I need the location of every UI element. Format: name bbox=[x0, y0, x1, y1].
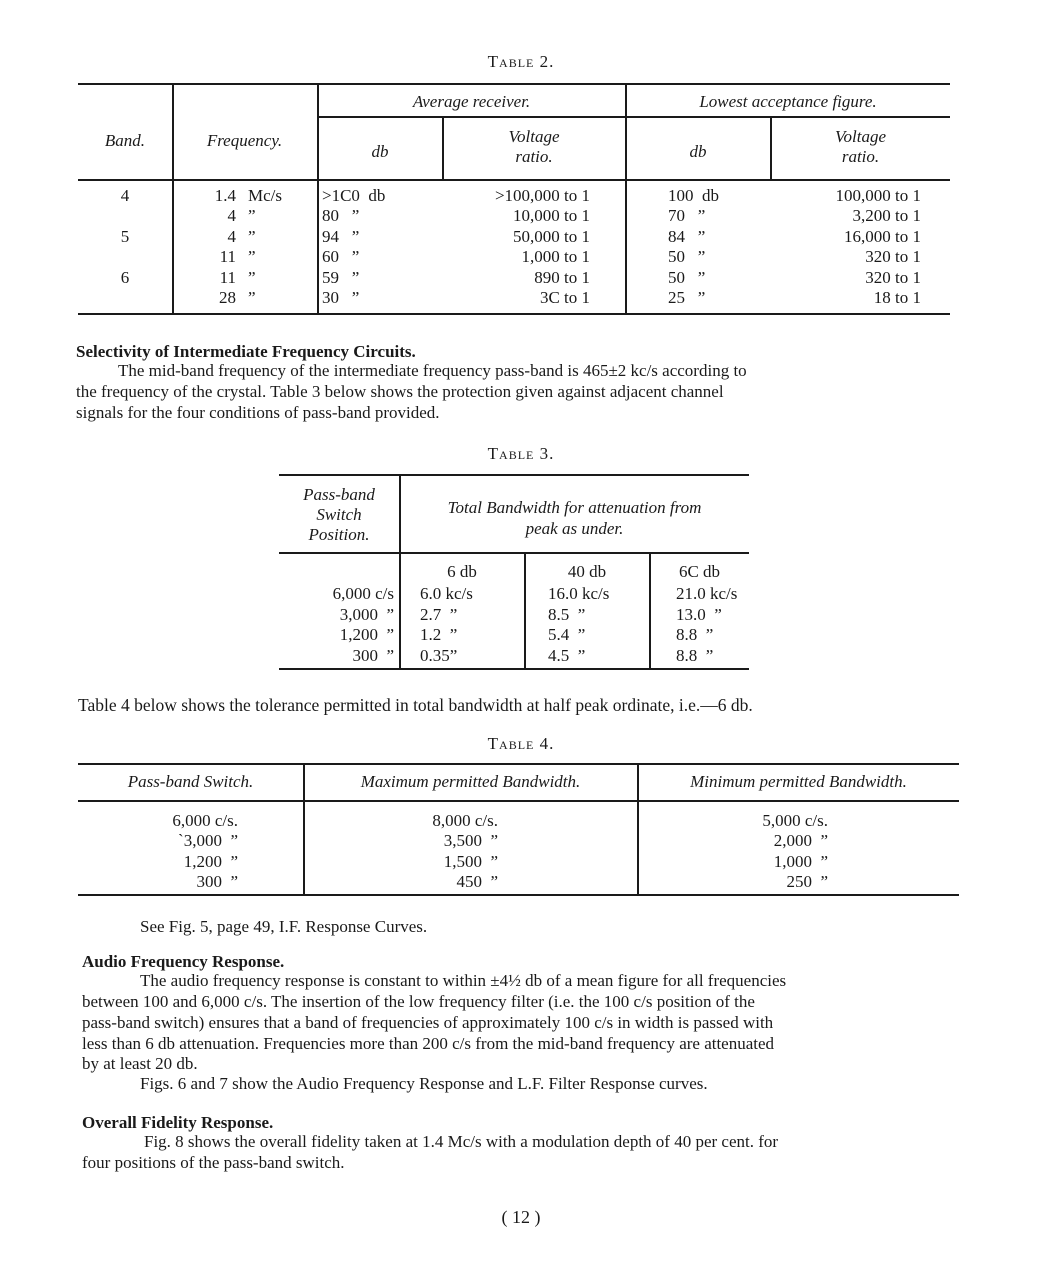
table3-column-header: 6 db bbox=[447, 562, 477, 581]
table3-6db-cell: 6.0 kc/s bbox=[420, 584, 473, 603]
table2-lowest-db-cell: 50 ” bbox=[668, 247, 706, 267]
table2-average-db-cell: 60 ” bbox=[322, 247, 360, 267]
table3-header-total-line: peak as under. bbox=[525, 519, 624, 538]
table2-band-cell: 6 bbox=[120, 267, 130, 287]
table2-vline bbox=[625, 85, 627, 313]
table3-header-pass-line: Switch bbox=[316, 505, 362, 524]
table2-header-band: Band. bbox=[104, 131, 146, 150]
table2-frequency-unit-cell: ” bbox=[248, 247, 256, 267]
table2-header-lowest: Lowest acceptance figure. bbox=[699, 92, 877, 111]
table2-lowest-db-cell: 70 ” bbox=[668, 206, 706, 226]
selectivity-line: the frequency of the crystal. Table 3 below shows the protection given against adjacent channel bbox=[76, 382, 724, 401]
table4-caption: Table 4. bbox=[487, 734, 555, 753]
table2-lowest-ratio-cell: 16,000 to 1 bbox=[844, 226, 921, 246]
audio-line: between 100 and 6,000 c/s. The insertion of the low frequency filter (i.e. the 100 c/s position of the bbox=[82, 992, 755, 1011]
table2-average-ratio-cell: >100,000 to 1 bbox=[494, 186, 590, 205]
table2-frequency-unit-cell: Mc/s bbox=[248, 186, 282, 205]
table2-lowest-ratio-cell: 3,200 to 1 bbox=[852, 206, 921, 226]
table2-frequency-unit-cell: ” bbox=[248, 226, 256, 246]
table2-average-db-cell: >1C0 db bbox=[322, 186, 386, 205]
table2-frequency-cell: 28 bbox=[219, 288, 236, 307]
table3-position-cell: 1,200 ” bbox=[339, 625, 394, 644]
table4-max-cell: 8,000 c/s. bbox=[432, 811, 498, 830]
table2-lowest-ratio-cell: 100,000 to 1 bbox=[835, 186, 921, 205]
table2-lowest-db-cell: 100 db bbox=[668, 186, 719, 205]
table4-max-cell: 1,500 ” bbox=[443, 851, 498, 871]
table2-header-db: db bbox=[371, 142, 389, 161]
table3-60db-cell: 21.0 kc/s bbox=[676, 584, 738, 603]
table2-subheader-rule bbox=[318, 116, 950, 118]
table2-header-rule bbox=[78, 179, 950, 181]
table2-frequency-cell: 1.4 bbox=[214, 186, 236, 205]
table2-frequency-cell: 4 bbox=[227, 226, 236, 246]
table4-bottom-rule bbox=[78, 894, 959, 896]
table3-6db-cell: 1.2 ” bbox=[420, 625, 458, 644]
table3-position-cell: 6,000 c/s bbox=[332, 584, 394, 603]
table2-header-average: Average receiver. bbox=[412, 92, 531, 111]
table2-lowest-ratio-cell: 320 to 1 bbox=[865, 247, 921, 267]
table4-switch-cell: `3,000 ” bbox=[178, 831, 238, 851]
audio-line: pass-band switch) ensures that a band of frequencies of approximately 100 c/s in width is passed with bbox=[82, 1013, 774, 1032]
table2-frequency-cell: 11 bbox=[219, 267, 236, 287]
fidelity-line: four positions of the pass-band switch. bbox=[82, 1153, 345, 1172]
selectivity-line: The mid-band frequency of the intermediate frequency pass-band is 465±2 kc/s according to bbox=[118, 361, 747, 380]
audio-line: by at least 20 db. bbox=[82, 1054, 198, 1073]
table3-60db-cell: 8.8 ” bbox=[676, 625, 714, 644]
see-fig-line: See Fig. 5, page 49, I.F. Response Curves. bbox=[140, 917, 428, 936]
table3-top-rule bbox=[279, 474, 749, 476]
table2-header-frequency: Frequency. bbox=[206, 131, 283, 150]
table2-average-db-cell: 59 ” bbox=[322, 267, 360, 287]
table3-column-header: 40 db bbox=[567, 562, 607, 581]
audio-heading: Audio Frequency Response. bbox=[82, 952, 285, 971]
table2-caption: Table 2. bbox=[487, 52, 555, 71]
table2-frequency-unit-cell: ” bbox=[248, 267, 256, 287]
selectivity-line: signals for the four conditions of pass-band provided. bbox=[76, 403, 440, 422]
table3-header-pass-line: Pass-band bbox=[303, 485, 375, 504]
table2-header-ratio: ratio. bbox=[841, 147, 880, 166]
table2-average-ratio-cell: 890 to 1 bbox=[534, 267, 590, 287]
table3-header-pass bbox=[279, 485, 399, 545]
audio-figs-line: Figs. 6 and 7 show the Audio Frequency Response and L.F. Filter Response curves. bbox=[140, 1074, 708, 1093]
table2-top-rule bbox=[78, 83, 950, 85]
table2-average-ratio-cell: 3C to 1 bbox=[539, 288, 590, 307]
table2-header-ratio: ratio. bbox=[515, 147, 553, 166]
table3-40db-cell: 16.0 kc/s bbox=[548, 584, 610, 603]
table3-header-pass-line: Position. bbox=[308, 525, 370, 544]
table2-average-ratio-cell: 10,000 to 1 bbox=[513, 206, 590, 226]
table3-position-cell: 300 ” bbox=[352, 645, 394, 665]
table2-average-ratio-cell: 1,000 to 1 bbox=[521, 247, 590, 267]
table2-vline bbox=[317, 85, 319, 313]
table3-header-total bbox=[400, 497, 749, 539]
table2-bottom-rule bbox=[78, 313, 950, 315]
table2-lowest-db-cell: 84 ” bbox=[668, 226, 706, 246]
table3-header-rule bbox=[279, 552, 749, 554]
table2-lowest-db-cell: 25 ” bbox=[668, 288, 706, 307]
table4-switch-cell: 6,000 c/s. bbox=[172, 811, 238, 830]
table2-header-voltage: Voltage bbox=[508, 127, 560, 146]
table3-40db-cell: 4.5 ” bbox=[548, 645, 586, 665]
table2-frequency-cell: 11 bbox=[219, 247, 236, 267]
table4-min-cell: 5,000 c/s. bbox=[762, 811, 828, 830]
table3-6db-cell: 0.35” bbox=[420, 645, 458, 665]
selectivity-heading: Selectivity of Intermediate Frequency Circuits. bbox=[76, 342, 416, 361]
table2-average-db-cell: 30 ” bbox=[322, 288, 360, 307]
fidelity-line: Fig. 8 shows the overall fidelity taken at 1.4 Mc/s with a modulation depth of 40 per cent. for bbox=[144, 1132, 779, 1151]
table4-max-cell: 3,500 ” bbox=[443, 831, 498, 851]
table4-header-min: Minimum permitted Bandwidth. bbox=[690, 772, 907, 791]
table4-min-cell: 2,000 ” bbox=[773, 831, 828, 851]
table2-lowest-db-cell: 50 ” bbox=[668, 267, 706, 287]
table4-max-cell: 450 ” bbox=[456, 871, 498, 891]
table2-header-voltage: Voltage bbox=[835, 127, 886, 146]
table2-average-db-cell: 80 ” bbox=[322, 206, 360, 226]
table3-60db-cell: 8.8 ” bbox=[676, 645, 714, 665]
table3-column-header: 6C db bbox=[678, 562, 721, 581]
table2-frequency-unit-cell: ” bbox=[248, 288, 256, 307]
table4-header-rule bbox=[78, 800, 959, 802]
table4-header-max: Maximum permitted Bandwidth. bbox=[360, 772, 581, 791]
audio-line: The audio frequency response is constant to within ±4½ db of a mean figure for all frequencies bbox=[140, 971, 787, 990]
page-number: ( 12 ) bbox=[501, 1207, 541, 1227]
table3-6db-cell: 2.7 ” bbox=[420, 604, 458, 624]
table2-lowest-ratio-cell: 18 to 1 bbox=[873, 288, 921, 307]
table4-top-rule bbox=[78, 763, 959, 765]
table3-position-cell: 3,000 ” bbox=[339, 604, 394, 624]
table3-caption: Table 3. bbox=[487, 444, 555, 463]
table2-vline bbox=[172, 85, 174, 313]
table3-40db-cell: 8.5 ” bbox=[548, 604, 586, 624]
table4-intro: Table 4 below shows the tolerance permitted in total bandwidth at half peak ordinate, i.e.—6 db. bbox=[78, 695, 753, 715]
table3-bottom-rule bbox=[279, 668, 749, 670]
table2-average-ratio-cell: 50,000 to 1 bbox=[513, 226, 590, 246]
fidelity-heading: Overall Fidelity Response. bbox=[82, 1113, 274, 1132]
table2-header-db: db bbox=[689, 142, 707, 161]
table4-min-cell: 250 ” bbox=[786, 871, 828, 891]
table4-header-switch: Pass-band Switch. bbox=[127, 772, 254, 791]
table2-frequency-cell: 4 bbox=[227, 206, 236, 226]
table4-min-cell: 1,000 ” bbox=[773, 851, 828, 871]
table2-average-db-cell: 94 ” bbox=[322, 226, 360, 246]
table4-switch-cell: 300 ” bbox=[196, 871, 238, 891]
table4-switch-cell: 1,200 ” bbox=[183, 851, 238, 871]
table2-band-cell: 5 bbox=[120, 226, 130, 246]
table2-frequency-unit-cell: ” bbox=[248, 206, 256, 226]
table3-40db-cell: 5.4 ” bbox=[548, 625, 586, 644]
table3-header-total-line: Total Bandwidth for attenuation from bbox=[447, 498, 702, 517]
table2-band-cell: 4 bbox=[120, 186, 130, 205]
table2-lowest-ratio-cell: 320 to 1 bbox=[865, 267, 921, 287]
audio-line: less than 6 db attenuation. Frequencies more than 200 c/s from the mid-band frequency are attenuated bbox=[82, 1034, 775, 1053]
table3-60db-cell: 13.0 ” bbox=[676, 604, 722, 624]
